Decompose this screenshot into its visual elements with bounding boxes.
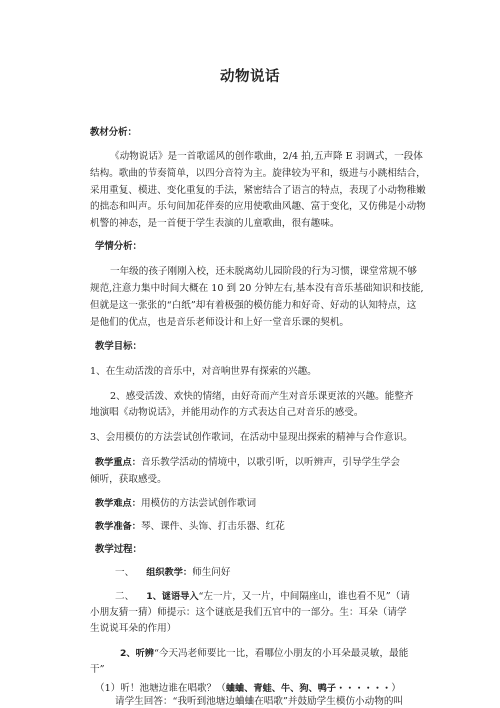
goal-2-line: 地演唱《动物说话》，并能用动作的方式表达自己对音乐的感受。 [90, 407, 364, 418]
student-line: 一年级的孩子刚刚入校，还未脱离幼儿园阶段的行为习惯，课堂常规不够 [110, 266, 417, 277]
document-title: 动物说话 [220, 69, 280, 85]
step-1-number: 一、 [115, 567, 135, 578]
listen-label: 2、听辨 [120, 648, 154, 659]
step-2-line [115, 590, 410, 603]
preparation-label: 教学准备： [95, 521, 141, 532]
step-2-line-3: 生说说耳朵的作用） [90, 623, 177, 634]
step-2-number: 二、 [115, 591, 135, 602]
process-heading: 教学过程： [95, 544, 142, 555]
question-1-animals: 蛐蛐、青蛙、牛、狗、鸭子・・・・・・ [225, 683, 392, 694]
question-1-suffix: ） [391, 683, 401, 694]
goals-heading: 教学目标： [95, 341, 142, 352]
key-point-label: 教学重点： [95, 457, 141, 468]
goal-2-line: 2、感受活泼、欢快的情绪，由好奇而产生对音乐课更浓的兴趣。能整齐 [110, 391, 414, 402]
difficulty-line [95, 497, 256, 510]
analysis-line: 《动物说话》是一首歌谣风的创作歌曲，2/4 拍,五声降 E 羽调式，一段体 [110, 151, 423, 162]
preparation-line [95, 520, 285, 533]
difficulty-text: 用模仿的方法尝试创作歌词 [140, 498, 257, 509]
question-1-prefix: （1）听！池塘边谁在唱歌？（ [95, 683, 226, 694]
student-line: 是他们的优点，也是音乐老师设计和上好一堂音乐课的契机。 [90, 317, 350, 328]
listen-line [120, 647, 408, 660]
key-point-line [95, 456, 400, 469]
step-2-line-2: 小朋友猜一猜）师提示：这个谜底是我们五官中的一部分。生：耳朵（请学 [90, 607, 407, 618]
key-point-line-2: 倾听，获取感受。 [90, 474, 167, 485]
last-line: 请学生回答：“我听到池塘边蛐蛐在唱歌”并鼓励学生模仿小动物的叫 [115, 696, 404, 707]
step-2-text: “左一片，又一片，中间隔座山，谁也看不见”（请 [198, 591, 410, 602]
analysis-line: 采用重复、模进、变化重复的手法，紧密结合了语言的特点，表现了小动物稚嫩 [90, 185, 426, 196]
listen-text: “今天冯老师要比一比，看哪位小朋友的小耳朵最灵敏，最能 [153, 648, 409, 659]
goal-1: 1、在生动活泼的音乐中，对音响世界有探索的兴趣。 [90, 366, 317, 377]
student-line: 但就是这一张张的“白纸”却有着极强的模仿能力和好奇、好动的认知特点，这 [90, 300, 417, 311]
analysis-line: 机警的神态，是一首便于学生表演的儿童歌曲，很有趣味。 [90, 218, 340, 229]
analysis-line: 的拙态和叫声。乐句间加花伴奏的应用使歌曲风趣、富于变化，又仿佛是小动物 [90, 201, 426, 212]
step-1-text: 师生问好 [192, 567, 231, 578]
difficulty-label: 教学难点： [95, 498, 141, 509]
step-2-label: 1、谜语导入 [146, 591, 199, 602]
preparation-text: 琴、课件、头饰、打击乐器、红花 [140, 521, 285, 532]
listen-line-2: 干” [90, 664, 105, 675]
student-heading: 学情分析： [95, 241, 142, 252]
step-1-label: 组织教学： [146, 567, 193, 578]
step-1-line [115, 566, 231, 579]
analysis-line: 结构。歌曲的节奏简单，以四分音符为主。旋律较为平和，级进与小跳相结合， [90, 168, 426, 179]
key-point-text: 音乐教学活动的情境中，以歌引听，以听辨声，引导学生学会 [140, 457, 400, 468]
student-line: 规范,注意力集中时间大概在 10 到 20 分钟左右,基本没有音乐基础知识和技能, [90, 283, 424, 294]
analysis-heading: 教材分析： [90, 127, 137, 138]
goal-3: 3、会用模仿的方法尝试创作歌词，在活动中显现出探索的精神与合作意识。 [90, 432, 413, 443]
question-1-line [95, 682, 401, 695]
